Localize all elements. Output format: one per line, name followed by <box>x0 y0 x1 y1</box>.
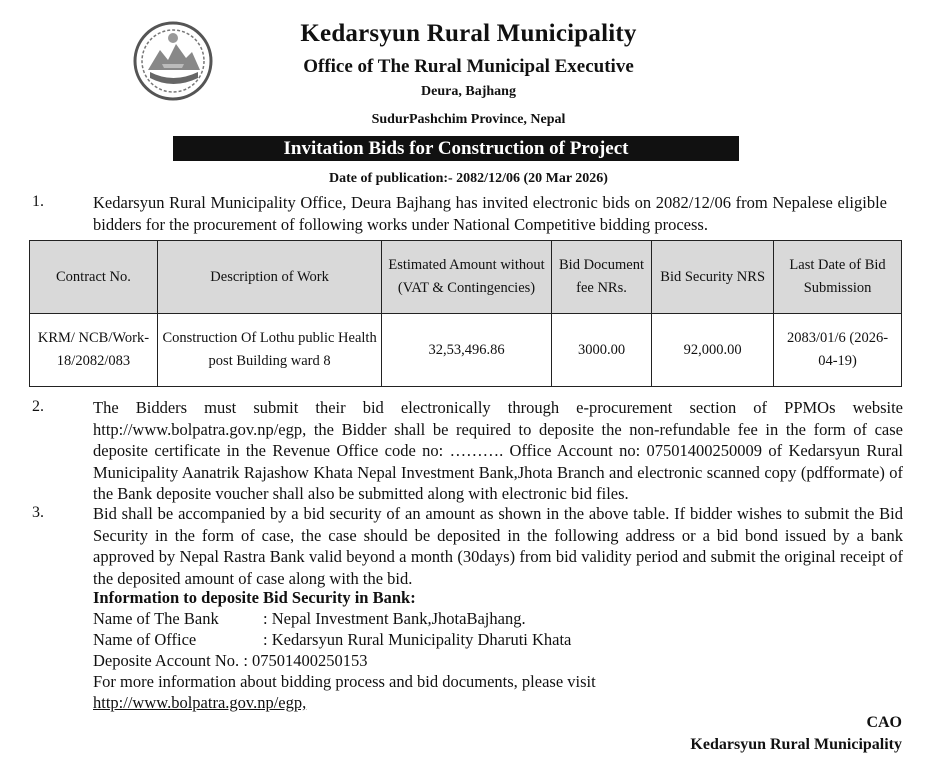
notice-banner: Invitation Bids for Construction of Project <box>173 136 739 161</box>
bid-table <box>29 240 902 387</box>
col-header-bid-security: Bid Security NRS <box>652 241 774 314</box>
table-row <box>30 314 902 387</box>
item-paragraph: Kedarsyun Rural Municipality Office, Deura Bajhang has invited electronic bids on 2082/12/06 from Nepalese eligible bidders for the procurement of following works under National Competitive bidding process. <box>93 193 887 234</box>
publication-date: Date of publication:- 2082/12/06 (20 Mar 2026) <box>329 171 608 186</box>
bank-name-row <box>93 609 526 629</box>
col-header-contract-no: Contract No. <box>30 241 158 314</box>
municipality-title: Kedarsyun Rural Municipality <box>300 20 637 47</box>
more-info-text: For more information about bidding process and bid documents, please visit <box>93 672 596 691</box>
office-province: SudurPashchim Province, Nepal <box>371 112 566 127</box>
office-name-label: Name of Office <box>93 630 197 649</box>
bank-name-label: Name of The Bank <box>93 609 219 628</box>
col-header-estimated-amount: Estimated Amount without (VAT & Contingencies) <box>382 241 552 314</box>
table-header-row <box>30 241 902 314</box>
signature-org: Kedarsyun Rural Municipality <box>690 736 902 753</box>
signature-title: CAO <box>866 714 902 731</box>
cell-last-date: 2083/01/6 (2026-04-19) <box>774 314 902 387</box>
bolpatra-link[interactable]: http://www.bolpatra.gov.np/egp, <box>93 693 307 712</box>
office-name-row <box>93 630 571 650</box>
account-row <box>93 651 368 671</box>
cell-description: Construction Of Lothu public Health post Building ward 8 <box>157 314 381 387</box>
item-number: 1. <box>32 193 44 210</box>
cell-document-fee: 3000.00 <box>551 314 651 387</box>
cell-contract-no: KRM/ NCB/Work-18/2082/083 <box>30 314 158 387</box>
notice-header <box>0 0 927 140</box>
item-paragraph: The Bidders must submit their bid electronically through e-procurement section of PPMOs website http://www.bolpatra.gov.np/egp, the Bidder shall be required to deposite the non-refundable fee in the form of case deposite certificate in the Revenue Office code no: ………. Office Account no: 07501400250009 of Kedarsyun Rural Municipality Aanatrik Rajashow Khata Nepal Investment Bank,Jhota Branch and electronic scanned copy (pdfformate) of the Bank deposite voucher shall also be submitted along with electronic bid files. <box>93 398 903 503</box>
item-number: 2. <box>32 398 44 415</box>
cell-bid-security: 92,000.00 <box>652 314 774 387</box>
item-number: 3. <box>32 504 44 521</box>
office-subtitle: Office of The Rural Municipal Executive <box>303 56 634 77</box>
account-value: : 07501400250153 <box>243 651 368 670</box>
item-paragraph: Bid shall be accompanied by a bid security of an amount as shown in the above table. If bidder wishes to submit the Bid Security in the form of case, the case should be deposited in the following address or a bid bond issued by a bank approved by Nepal Rastra Bank valid beyond a month (30days) from bid validity period and submit the original receipt of the deposited amount of case along with the bid. <box>93 504 903 588</box>
account-label: Deposite Account No. <box>93 651 240 670</box>
col-header-document-fee: Bid Document fee NRs. <box>551 241 651 314</box>
col-header-description: Description of Work <box>157 241 381 314</box>
office-place: Deura, Bajhang <box>421 84 516 99</box>
cell-estimated-amount: 32,53,496.86 <box>382 314 552 387</box>
bank-name-value: : Nepal Investment Bank,JhotaBajhang. <box>263 609 526 628</box>
col-header-last-date: Last Date of Bid Submission <box>774 241 902 314</box>
office-name-value: : Kedarsyun Rural Municipality Dharuti Khata <box>263 630 572 649</box>
deposit-info-title: Information to deposite Bid Security in Bank: <box>93 588 416 607</box>
